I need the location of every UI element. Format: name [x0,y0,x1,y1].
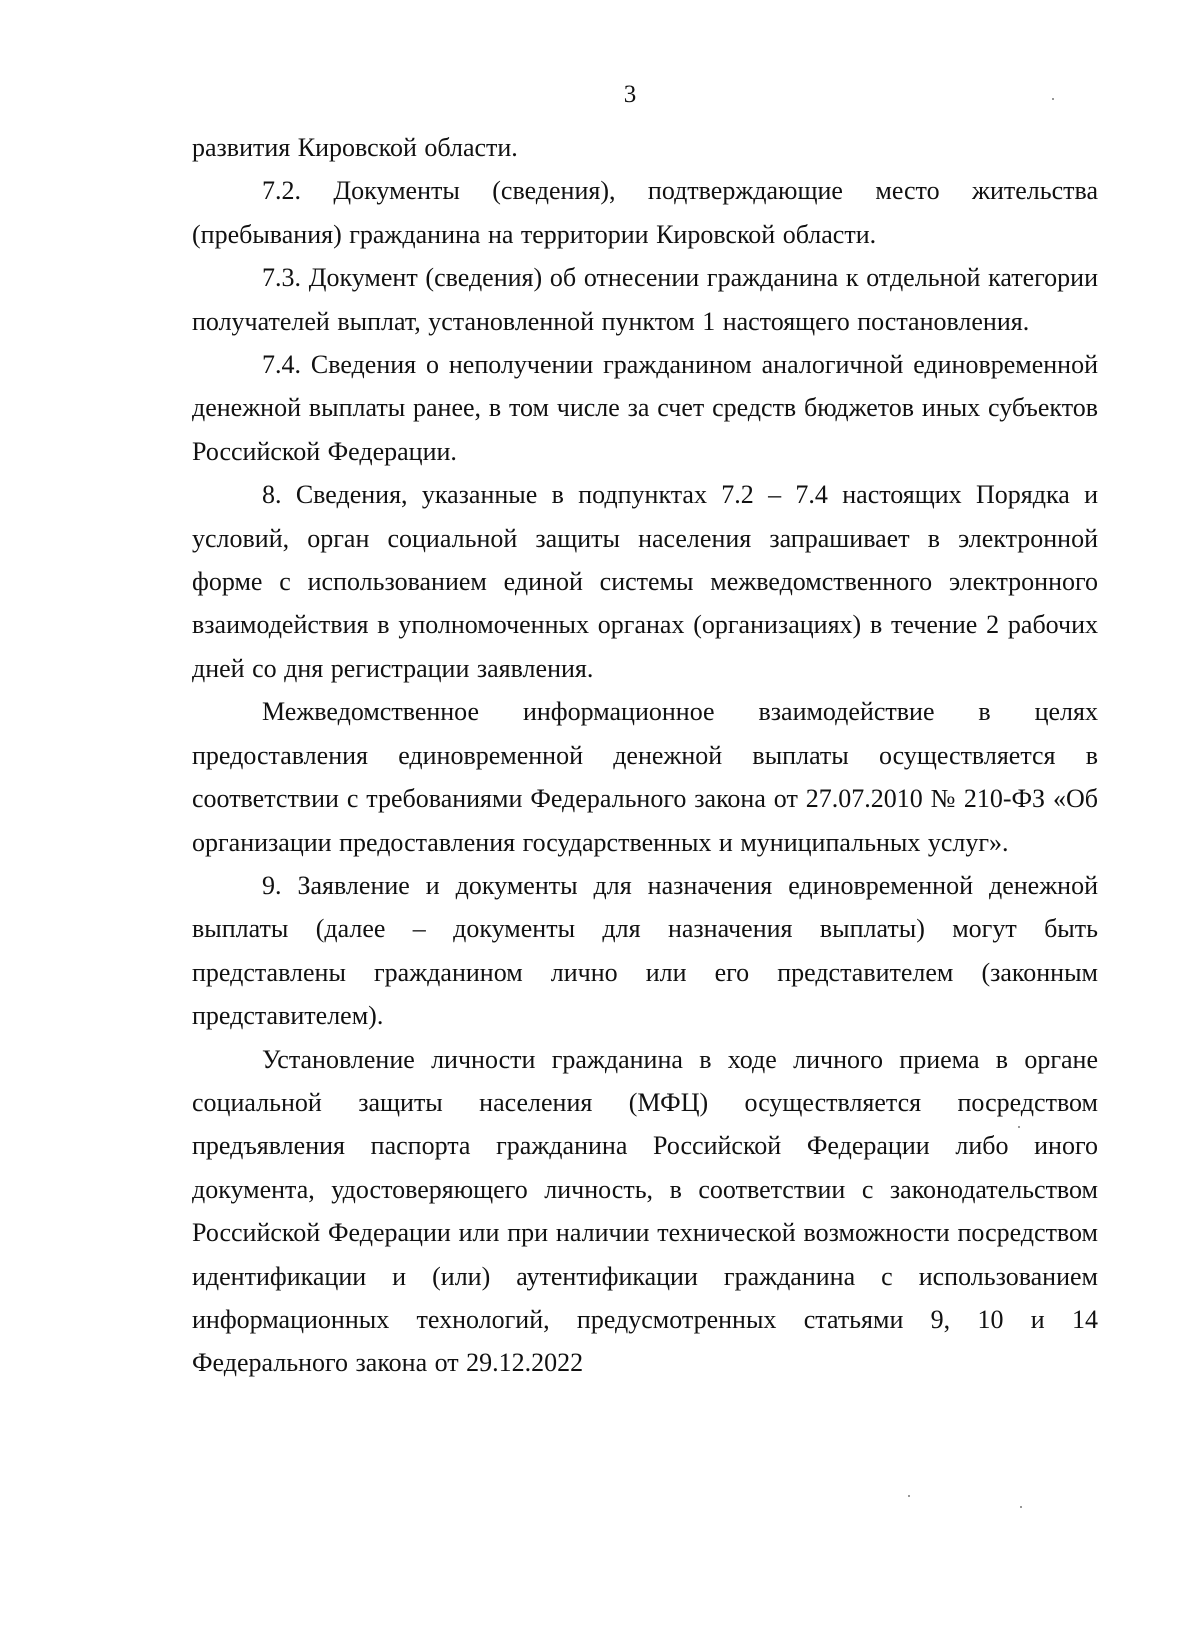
paragraph-8: 8. Сведения, указанные в подпунктах 7.2 – 7.4 настоящих Порядка и условий, орган социальной защиты населения запрашивает в электронной форме с использованием единой системы межведомственного электронного взаимодействия в уполномоченных органах (организациях) в течение 2 рабочих дней со дня регистрации заявления. [192,480,1098,683]
paragraph-7-2: 7.2. Документы (сведения), подтверждающие место жительства (пребывания) гражданина на территории Кировской области. [192,176,1098,249]
paragraph-9: 9. Заявление и документы для назначения единовременной денежной выплаты (далее – документы для назначения выплаты) могут быть представлены гражданином лично или его представителем (законным представителем). [192,870,1098,1031]
paragraph-7-4: 7.4. Сведения о неполучении гражданином аналогичной единовременной денежной выплаты ранее, в том числе за счет средств бюджетов иных субъектов Российской Федерации. [192,350,1098,466]
paragraph-interagency: Межведомственное информационное взаимодействие в целях предоставления единовременной денежной выплаты осуществляется в соответствии с требованиями Федерального закона от 27.07.2010 № 210-ФЗ «Об организации предоставления государственных и муниципальных услуг». [192,697,1098,857]
paragraph-7-3: 7.3. Документ (сведения) об отнесении гражданина к отдельной категории получателей выплат, установленной пунктом 1 настоящего постановления. [192,263,1098,336]
scan-speck [908,1495,910,1497]
scan-speck [1052,98,1054,100]
scan-speck [1018,1126,1020,1128]
document-body [192,126,1098,1385]
paragraph-continuation: развития Кировской области. [192,133,518,162]
scan-speck [1020,1506,1022,1508]
page-number: 3 [623,81,637,108]
paragraph-identity: Установление личности гражданина в ходе личного приема в органе социальной защиты населения (МФЦ) осуществляется посредством предъявления паспорта гражданина Российской Федерации либо иного документа, удостоверяющего личность, в соответствии с законодательством Российской Федерации или при наличии технической возможности посредством идентификации и (или) аутентификации гражданина с использованием информационных технологий, предусмотренных статьями 9, 10 и 14 Федерального закона от 29.12.2022 [192,1044,1098,1378]
